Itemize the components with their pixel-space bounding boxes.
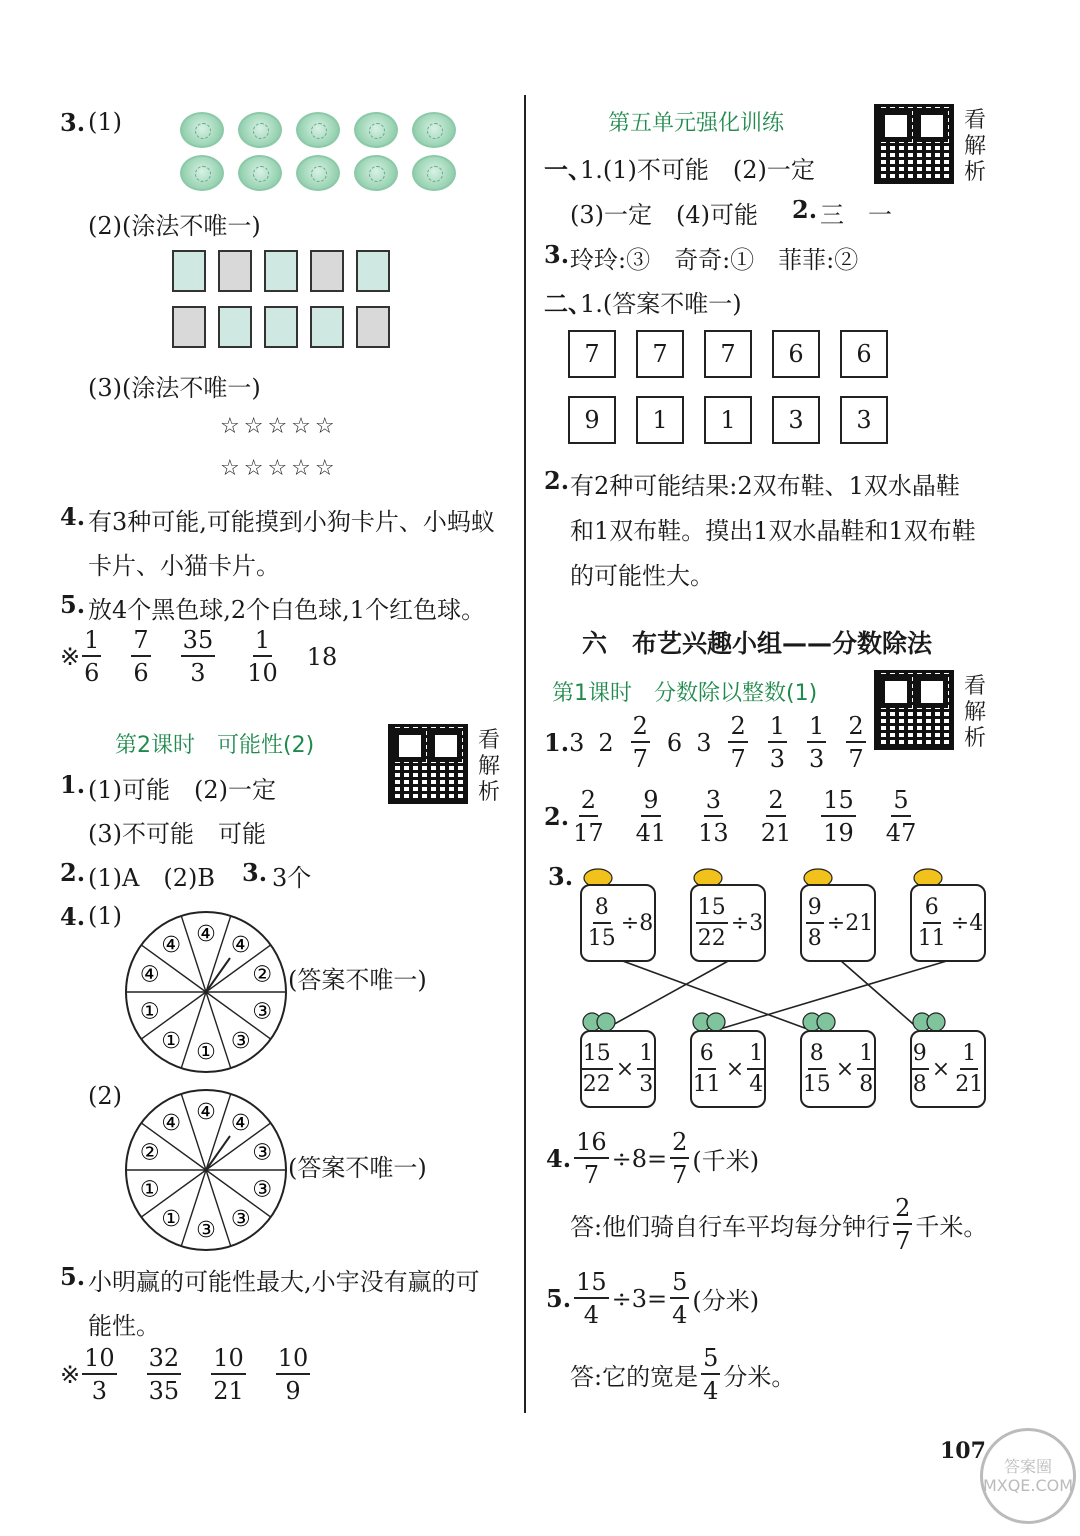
wheel-sector-label: ③ bbox=[252, 1177, 273, 1203]
wheel-sector-label: ③ bbox=[252, 1140, 273, 1166]
answer-text: 能性。 bbox=[88, 1312, 160, 1340]
button-icon bbox=[180, 112, 224, 148]
question-number: 5. bbox=[60, 590, 86, 619]
qr-label: 看解析 bbox=[478, 728, 501, 805]
qr-code[interactable] bbox=[874, 670, 954, 750]
equation-row bbox=[546, 1130, 759, 1187]
answer-text: (1)可能 (2)一定 bbox=[88, 776, 276, 804]
button-icon bbox=[354, 112, 398, 148]
answer-text: (3)不可能 可能 bbox=[88, 820, 266, 848]
lesson-title: 第2课时 可能性(2) bbox=[115, 733, 315, 758]
fraction: $\frac{2}{7}$ bbox=[672, 1128, 688, 1189]
answer-text: 1.(答案不唯一) bbox=[580, 290, 742, 318]
number-box: 1 bbox=[704, 396, 752, 444]
extra-fraction-row bbox=[60, 628, 337, 685]
wheel-sector-label: ① bbox=[196, 1040, 216, 1066]
wheel-sector-label: ② bbox=[139, 1140, 160, 1166]
fraction: $\frac{16}{7}$ bbox=[576, 1128, 607, 1189]
question-number: 4. bbox=[546, 1144, 572, 1173]
question-number: 4. bbox=[60, 502, 86, 531]
number-box: 6 bbox=[772, 330, 820, 378]
spinner-wheel bbox=[122, 1086, 290, 1254]
button-icon bbox=[238, 155, 282, 191]
fraction: $\frac{2}{21}$ bbox=[760, 786, 792, 847]
answer-text: 答:它的宽是 bbox=[570, 1363, 699, 1391]
question-number: 1. bbox=[60, 770, 86, 799]
stars-row: ☆☆☆☆☆ bbox=[220, 414, 339, 439]
colored-card bbox=[310, 250, 344, 292]
fraction: $\frac{2}{7}$ bbox=[632, 712, 648, 773]
chapter-title: 六 布艺兴趣小组——分数除法 bbox=[582, 629, 933, 658]
qr-label: 看解析 bbox=[964, 674, 987, 751]
wheel-sector-label: ① bbox=[161, 1028, 182, 1054]
fraction: $\frac{6}{11}$ bbox=[692, 1040, 721, 1097]
button-icon bbox=[238, 112, 282, 148]
fraction: $\frac{9}{8}$ bbox=[912, 1040, 927, 1097]
answer-sentence bbox=[570, 1346, 795, 1403]
operator: ÷3= bbox=[611, 1284, 668, 1313]
fraction: $\frac{1}{10}$ bbox=[247, 626, 278, 687]
card-grid bbox=[172, 250, 390, 348]
answer-text: (1)A (2)B bbox=[88, 864, 215, 892]
fraction: $\frac{3}{13}$ bbox=[698, 786, 729, 847]
fraction: $\frac{6}{11}$ bbox=[917, 894, 946, 951]
fraction: $\frac{10}{3}$ bbox=[84, 1344, 115, 1405]
answer-text: 三 一 bbox=[820, 201, 892, 229]
answer-text: 和1双布鞋。摸出1双水晶鞋和1双布鞋 bbox=[570, 517, 976, 545]
fraction: $\frac{1}{3}$ bbox=[639, 1040, 654, 1097]
colored-card bbox=[264, 250, 298, 292]
colored-card bbox=[310, 306, 344, 348]
fraction: $\frac{15}{22}$ bbox=[697, 894, 726, 951]
number-box: 3 bbox=[772, 396, 820, 444]
lesson-title: 第1课时 分数除以整数(1) bbox=[552, 681, 818, 706]
button-icon bbox=[412, 155, 456, 191]
fraction: $\frac{9}{41}$ bbox=[635, 786, 667, 847]
sub-question-label: (1) bbox=[88, 108, 122, 136]
fraction: $\frac{1}{4}$ bbox=[749, 1040, 764, 1097]
extra-mark: ※ bbox=[60, 1360, 81, 1389]
unit-title: 第五单元强化训练 bbox=[608, 111, 785, 136]
expression-card[interactable]: $\frac{9}{8}$ ÷21 bbox=[800, 884, 876, 962]
fraction: $\frac{2}{7}$ bbox=[848, 712, 864, 773]
question-number: 3. bbox=[242, 858, 268, 887]
wheel-sector-label: ① bbox=[139, 1177, 160, 1203]
wheel-sector-label: ④ bbox=[161, 933, 182, 959]
expression-card[interactable]: $\frac{6}{11}$ ÷4 bbox=[910, 884, 986, 962]
fraction: $\frac{15}{4}$ bbox=[576, 1268, 607, 1329]
fraction: $\frac{8}{15}$ bbox=[802, 1040, 831, 1097]
number-box: 6 bbox=[840, 330, 888, 378]
button-icon bbox=[354, 155, 398, 191]
column-divider bbox=[524, 95, 526, 1413]
wheel-sector-label: ④ bbox=[230, 1111, 251, 1137]
wheel-sector-label: ③ bbox=[230, 1028, 251, 1054]
fraction: $\frac{2}{7}$ bbox=[895, 1194, 911, 1255]
answer-text: 的可能性大。 bbox=[570, 562, 714, 590]
wheel-sector-label: ④ bbox=[196, 1099, 216, 1125]
button-icon bbox=[296, 155, 340, 191]
answer-text: 卡片、小猫卡片。 bbox=[88, 552, 280, 580]
answer-text: 有3种可能,可能摸到小狗卡片、小蚂蚁 bbox=[88, 508, 495, 536]
question-number: 3. bbox=[60, 108, 86, 137]
fraction: $\frac{35}{3}$ bbox=[182, 626, 214, 687]
answer-text: 小明赢的可能性最大,小宇没有赢的可 bbox=[88, 1268, 480, 1296]
fraction: $\frac{2}{7}$ bbox=[730, 712, 746, 773]
fraction: $\frac{15}{19}$ bbox=[823, 786, 854, 847]
sub-question-label: (3)(涂法不唯一) bbox=[88, 374, 261, 402]
fraction: $\frac{1}{3}$ bbox=[769, 712, 786, 773]
fraction: $\frac{1}{3}$ bbox=[809, 712, 825, 773]
number-box: 1 bbox=[636, 396, 684, 444]
spinner-wheel bbox=[122, 908, 290, 1076]
fraction: $\frac{8}{15}$ bbox=[587, 894, 616, 951]
wheel-sector-label: ④ bbox=[196, 921, 216, 947]
number-box: 7 bbox=[568, 330, 616, 378]
question-number: 5. bbox=[546, 1284, 572, 1313]
wheel-sector-label: ② bbox=[252, 962, 273, 988]
section-label: 二、 bbox=[544, 289, 592, 318]
watermark-stamp: 答案圈 MXQE.COM bbox=[980, 1428, 1076, 1524]
integer-value: 18 bbox=[306, 642, 338, 671]
fraction: $\frac{5}{4}$ bbox=[672, 1268, 688, 1329]
number-box: 7 bbox=[704, 330, 752, 378]
button-icon bbox=[296, 112, 340, 148]
answer-text: 千米。 bbox=[915, 1213, 988, 1241]
answer-text: (3)一定 (4)可能 bbox=[570, 201, 758, 229]
answer-text: 有2种可能结果:2双布鞋、1双水晶鞋 bbox=[570, 472, 960, 500]
expression-card[interactable]: $\frac{8}{15}$ ÷8 bbox=[580, 884, 656, 962]
colored-card bbox=[218, 250, 252, 292]
sub-question-label: (2) bbox=[88, 1082, 122, 1110]
wheel-sector-label: ① bbox=[139, 999, 160, 1025]
equation-row bbox=[546, 1270, 759, 1327]
fraction: $\frac{9}{8}$ bbox=[807, 894, 822, 951]
answer-value: 2 bbox=[598, 728, 614, 757]
fraction: $\frac{2}{17}$ bbox=[573, 786, 604, 847]
expression-card[interactable]: $\frac{6}{11}$ × $\frac{1}{4}$ bbox=[690, 1030, 766, 1108]
expression-card[interactable]: $\frac{15}{22}$ × $\frac{1}{3}$ bbox=[580, 1030, 656, 1108]
operator: ÷8= bbox=[611, 1144, 668, 1173]
number-box: 7 bbox=[636, 330, 684, 378]
answer-value: 3 bbox=[569, 728, 585, 757]
question-number: 2. bbox=[792, 195, 818, 224]
unit: (千米) bbox=[692, 1147, 760, 1175]
colored-card bbox=[172, 306, 206, 348]
qr-label: 看解析 bbox=[964, 108, 987, 185]
wheel-note: (答案不唯一) bbox=[288, 1154, 427, 1182]
unit: (分米) bbox=[692, 1287, 760, 1315]
colored-card bbox=[172, 250, 206, 292]
colored-card bbox=[356, 250, 390, 292]
section-label: 一、 bbox=[544, 155, 592, 184]
question-number: 1. bbox=[544, 728, 570, 757]
colored-card bbox=[264, 306, 298, 348]
match-line bbox=[840, 960, 920, 1030]
answer-text: 玲玲:③ 奇奇:① 菲菲:② bbox=[570, 246, 859, 274]
sub-question-label: (2)(涂法不唯一) bbox=[88, 212, 261, 240]
button-icon bbox=[412, 112, 456, 148]
wheel-sector-label: ④ bbox=[139, 962, 160, 988]
answer-sentence bbox=[570, 1196, 987, 1253]
answer-text: 答:他们骑自行车平均每分钟行 bbox=[570, 1213, 891, 1241]
fraction: $\frac{10}{9}$ bbox=[277, 1344, 309, 1405]
number-box: 3 bbox=[840, 396, 888, 444]
wheel-sector-label: ③ bbox=[252, 999, 273, 1025]
fraction: $\frac{32}{35}$ bbox=[148, 1344, 180, 1405]
answer-value: 6 bbox=[666, 728, 683, 757]
extra-fraction-row bbox=[60, 1346, 313, 1403]
wheel-sector-label: ① bbox=[161, 1206, 182, 1232]
sub-question-label: (1) bbox=[88, 902, 122, 930]
expression-card[interactable]: $\frac{8}{15}$ × $\frac{1}{8}$ bbox=[800, 1030, 876, 1108]
fraction: $\frac{1}{21}$ bbox=[955, 1040, 984, 1097]
wheel-sector-label: ④ bbox=[161, 1111, 182, 1137]
question-number: 5. bbox=[60, 1262, 86, 1291]
answer-row bbox=[544, 714, 869, 771]
fraction: $\frac{15}{22}$ bbox=[582, 1040, 611, 1097]
page-number: 107 bbox=[940, 1438, 986, 1464]
wheel-sector-label: ③ bbox=[196, 1218, 216, 1244]
question-number: 2. bbox=[544, 466, 570, 495]
fraction: $\frac{10}{21}$ bbox=[213, 1344, 244, 1405]
answer-text: 分米。 bbox=[723, 1363, 796, 1391]
wheel-sector-label: ③ bbox=[230, 1206, 251, 1232]
button-grid bbox=[180, 112, 456, 191]
wheel-sector-label: ④ bbox=[230, 933, 251, 959]
fraction: $\frac{1}{6}$ bbox=[84, 626, 100, 687]
wheel-note: (答案不唯一) bbox=[288, 966, 427, 994]
stars-row: ☆☆☆☆☆ bbox=[220, 456, 339, 481]
question-number: 3. bbox=[544, 240, 570, 269]
fraction: $\frac{1}{8}$ bbox=[859, 1040, 874, 1097]
fraction: $\frac{5}{47}$ bbox=[885, 786, 917, 847]
expression-card[interactable]: $\frac{9}{8}$ × $\frac{1}{21}$ bbox=[910, 1030, 986, 1108]
number-box: 9 bbox=[568, 396, 616, 444]
number-box-grid bbox=[568, 330, 888, 444]
fraction: $\frac{5}{4}$ bbox=[703, 1344, 719, 1405]
question-number: 2. bbox=[544, 802, 570, 831]
button-icon bbox=[180, 155, 224, 191]
answer-text: 3个 bbox=[272, 864, 312, 892]
expression-card[interactable]: $\frac{15}{22}$ ÷3 bbox=[690, 884, 766, 962]
answer-text: 放4个黑色球,2个白色球,1个红色球。 bbox=[88, 596, 486, 624]
colored-card bbox=[218, 306, 252, 348]
extra-mark: ※ bbox=[60, 642, 81, 671]
answer-value: 3 bbox=[696, 728, 712, 757]
colored-card bbox=[356, 306, 390, 348]
qr-code[interactable] bbox=[874, 104, 954, 184]
question-number: 3. bbox=[548, 862, 574, 891]
fraction: $\frac{7}{6}$ bbox=[133, 626, 149, 687]
answer-row bbox=[544, 788, 921, 845]
qr-code[interactable] bbox=[388, 724, 468, 804]
answer-text: 1.(1)不可能 (2)一定 bbox=[580, 156, 815, 184]
question-number: 4. bbox=[60, 902, 86, 931]
question-number: 2. bbox=[60, 858, 86, 887]
